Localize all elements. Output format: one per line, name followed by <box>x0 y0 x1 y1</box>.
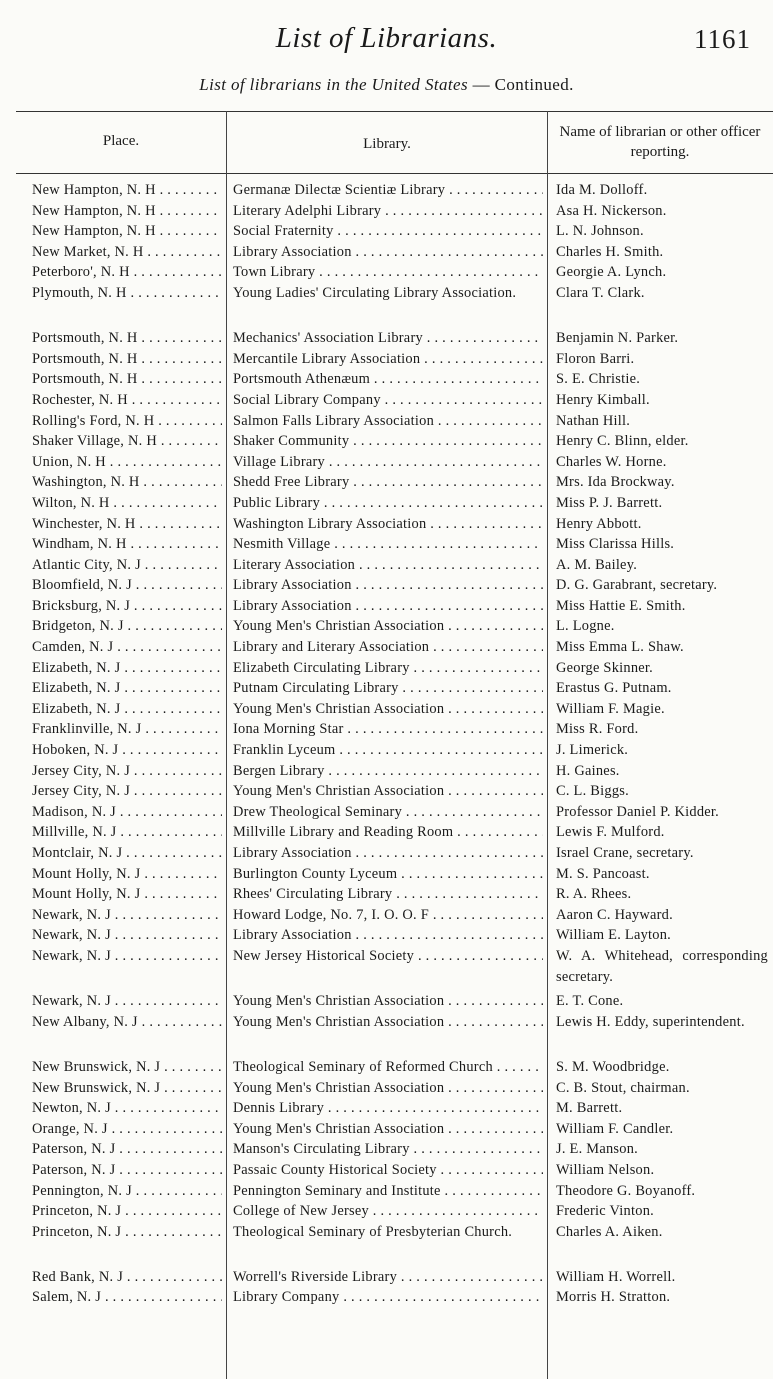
library-cell: Theological Seminary of Presbyterian Church. <box>233 1223 513 1240</box>
library-cell: Howard Lodge, No. 7, I. O. O. F . . . <box>233 905 543 926</box>
library-cell: Young Ladies' Circulating Library Association. <box>233 284 517 301</box>
table-row <box>0 1119 773 1140</box>
library-cell: Library Association . . . <box>233 575 543 596</box>
place-cell: Bricksburg, N. J . . . <box>32 596 222 617</box>
place-cell: New Hampton, N. H . . . <box>32 180 222 201</box>
place-cell: New Market, N. H . . . <box>32 242 222 263</box>
librarian-name-cell: William Nelson. <box>556 1161 655 1178</box>
table-row <box>0 946 773 987</box>
librarian-name-cell: Miss Emma L. Shaw. <box>556 639 684 656</box>
library-cell: Theological Seminary of Reformed Church . . . <box>233 1057 543 1078</box>
library-cell: Portsmouth Athenæum . . . <box>233 369 543 390</box>
place-cell: Hoboken, N. J . . . <box>32 740 222 761</box>
table-row <box>0 1222 773 1263</box>
place-cell: Elizabeth, N. J . . . <box>32 678 222 699</box>
library-cell: Young Men's Christian Association . . . <box>233 699 543 720</box>
librarian-name-cell: William H. Worrell. <box>556 1268 676 1285</box>
table-row <box>0 472 773 493</box>
table-row <box>0 637 773 658</box>
running-head <box>0 22 773 62</box>
place-cell: Paterson, N. J . . . <box>32 1139 222 1160</box>
librarian-name-cell: Morris H. Stratton. <box>556 1289 671 1306</box>
caption-continued: — Continued. <box>467 75 574 94</box>
place-cell: Newark, N. J . . . <box>32 991 222 1012</box>
place-cell: Washington, N. H . . . <box>32 472 222 493</box>
library-cell: Mechanics' Association Library . . . <box>233 328 543 349</box>
place-cell: Winchester, N. H . . . <box>32 514 222 535</box>
table-row <box>0 1160 773 1181</box>
library-cell: Mercantile Library Association . . . <box>233 349 543 370</box>
library-cell: Franklin Lyceum . . . <box>233 740 543 761</box>
place-cell: Plymouth, N. H . . . <box>32 283 222 304</box>
place-cell: Shaker Village, N. H . . . <box>32 431 222 452</box>
place-cell: Millville, N. J . . . <box>32 822 222 843</box>
header-bottom-rule <box>16 173 773 174</box>
librarian-name-cell: C. B. Stout, chairman. <box>556 1079 690 1096</box>
librarian-name-cell: Henry Kimball. <box>556 391 650 408</box>
library-cell: Library Association . . . <box>233 843 543 864</box>
place-cell: Peterboro', N. H . . . <box>32 262 222 283</box>
table-row <box>0 555 773 576</box>
librarian-name-cell: Clara T. Clark. <box>556 284 645 301</box>
table-row <box>0 1057 773 1078</box>
table-row <box>0 411 773 432</box>
library-cell: Putnam Circulating Library . . . <box>233 678 543 699</box>
place-cell: Camden, N. J . . . <box>32 637 222 658</box>
table-row <box>0 699 773 720</box>
library-cell: Bergen Library . . . <box>233 761 543 782</box>
library-cell: Washington Library Association . . . <box>233 514 543 535</box>
place-cell: Elizabeth, N. J . . . <box>32 699 222 720</box>
table-row <box>0 740 773 761</box>
library-cell: Millville Library and Reading Room . . . <box>233 822 543 843</box>
place-cell: New Hampton, N. H . . . <box>32 221 222 242</box>
table-row <box>0 369 773 390</box>
column-header-name: Name of librarian or other officer reporting. <box>559 124 761 160</box>
table-row <box>0 1181 773 1202</box>
library-cell: Rhees' Circulating Library . . . <box>233 884 543 905</box>
place-cell: Montclair, N. J . . . <box>32 843 222 864</box>
table-row <box>0 596 773 617</box>
librarian-name-cell: L. N. Johnson. <box>556 223 644 240</box>
librarian-name-cell: A. M. Bailey. <box>556 556 638 573</box>
table-row <box>0 1012 773 1053</box>
table-row <box>0 221 773 242</box>
librarian-name-cell: Floron Barri. <box>556 350 635 367</box>
librarian-name-cell: Aaron C. Hayward. <box>556 906 673 923</box>
librarian-name-cell: Miss Hattie E. Smith. <box>556 597 686 614</box>
librarian-name-cell: C. L. Biggs. <box>556 783 629 800</box>
place-cell: Bloomfield, N. J . . . <box>32 575 222 596</box>
library-cell: Young Men's Christian Association . . . <box>233 1012 543 1033</box>
library-cell: Drew Theological Seminary . . . <box>233 802 543 823</box>
place-cell: Orange, N. J . . . <box>32 1119 222 1140</box>
librarian-name-cell: H. Gaines. <box>556 762 620 779</box>
librarian-name-cell: Miss R. Ford. <box>556 721 639 738</box>
place-cell: Wilton, N. H . . . <box>32 493 222 514</box>
librarian-name-cell: Miss Clarissa Hills. <box>556 536 675 553</box>
place-cell: Union, N. H . . . <box>32 452 222 473</box>
place-cell: Paterson, N. J . . . <box>32 1160 222 1181</box>
library-cell: Literary Adelphi Library . . . <box>233 201 543 222</box>
library-cell: New Jersey Historical Society . . . <box>233 946 543 967</box>
librarian-name-cell: Erastus G. Putnam. <box>556 680 672 697</box>
table-row <box>0 802 773 823</box>
library-cell: Young Men's Christian Association . . . <box>233 781 543 802</box>
table-row <box>0 180 773 201</box>
place-cell: Newark, N. J . . . <box>32 925 222 946</box>
table-row <box>0 822 773 843</box>
library-cell: Social Library Company . . . <box>233 390 543 411</box>
place-cell: Newton, N. J . . . <box>32 1098 222 1119</box>
place-cell: Mount Holly, N. J . . . <box>32 884 222 905</box>
place-cell: New Albany, N. J . . . <box>32 1012 222 1033</box>
librarian-name-cell: Frederic Vinton. <box>556 1203 654 1220</box>
page-title: List of Librarians. <box>275 22 498 54</box>
library-cell: Library Association . . . <box>233 925 543 946</box>
table-row <box>0 1078 773 1099</box>
table-row <box>0 534 773 555</box>
librarian-name-cell: S. E. Christie. <box>556 371 641 388</box>
library-cell: Germanæ Dilectæ Scientiæ Library . . . <box>233 180 543 201</box>
librarian-name-cell: Asa H. Nickerson. <box>556 202 667 219</box>
librarian-table-body <box>0 180 773 1308</box>
table-row <box>0 905 773 926</box>
place-cell: Atlantic City, N. J . . . <box>32 555 222 576</box>
table-row <box>0 658 773 679</box>
librarian-name-cell: George Skinner. <box>556 659 654 676</box>
library-cell: Salmon Falls Library Association . . . <box>233 411 543 432</box>
table-row <box>0 575 773 596</box>
table-row <box>0 431 773 452</box>
table-row <box>0 1267 773 1288</box>
librarian-name-cell: W. A. Whitehead, corresponding secretary. <box>556 947 768 985</box>
place-cell: Red Bank, N. J . . . <box>32 1267 222 1288</box>
librarian-name-cell: E. T. Cone. <box>556 993 624 1010</box>
place-cell: Franklinville, N. J . . . <box>32 719 222 740</box>
librarian-name-cell: Professor Daniel P. Kidder. <box>556 803 720 820</box>
librarian-name-cell: J. E. Manson. <box>556 1141 638 1158</box>
table-row <box>0 616 773 637</box>
table-row <box>0 514 773 535</box>
table-row <box>0 262 773 283</box>
librarian-name-cell: William E. Layton. <box>556 927 672 944</box>
place-cell: Jersey City, N. J . . . <box>32 761 222 782</box>
librarian-name-cell: Charles H. Smith. <box>556 243 664 260</box>
library-cell: Manson's Circulating Library . . . <box>233 1139 543 1160</box>
library-cell: Young Men's Christian Association . . . <box>233 1119 543 1140</box>
library-cell: Public Library . . . <box>233 493 543 514</box>
table-row <box>0 678 773 699</box>
librarian-name-cell: Nathan Hill. <box>556 412 631 429</box>
table-row <box>0 719 773 740</box>
library-cell: Social Fraternity . . . <box>233 221 543 242</box>
library-cell: Pennington Seminary and Institute . . . <box>233 1181 543 1202</box>
place-cell: Princeton, N. J . . . <box>32 1201 222 1222</box>
librarian-name-cell: Charles W. Horne. <box>556 453 667 470</box>
place-cell: New Hampton, N. H . . . <box>32 201 222 222</box>
library-cell: College of New Jersey . . . <box>233 1201 543 1222</box>
library-cell: Shaker Community . . . <box>233 431 543 452</box>
librarian-name-cell: Georgie A. Lynch. <box>556 264 667 281</box>
librarian-name-cell: Henry Abbott. <box>556 515 642 532</box>
table-row <box>0 283 773 324</box>
librarian-name-cell: J. Limerick. <box>556 742 629 759</box>
page-number: 1161 <box>694 24 751 54</box>
librarian-name-cell: M. Barrett. <box>556 1100 623 1117</box>
library-cell: Library and Literary Association . . . <box>233 637 543 658</box>
library-cell: Worrell's Riverside Library . . . <box>233 1267 543 1288</box>
table-top-rule <box>16 111 773 112</box>
table-row <box>0 328 773 349</box>
table-row <box>0 493 773 514</box>
library-cell: Passaic County Historical Society . . . <box>233 1160 543 1181</box>
place-cell: Bridgeton, N. J . . . <box>32 616 222 637</box>
table-row <box>0 864 773 885</box>
librarian-name-cell: Mrs. Ida Brockway. <box>556 474 675 491</box>
library-cell: Village Library . . . <box>233 452 543 473</box>
table-row <box>0 761 773 782</box>
librarian-name-cell: Henry C. Blinn, elder. <box>556 433 689 450</box>
librarian-name-cell: D. G. Garabrant, secretary. <box>556 577 718 594</box>
table-row <box>0 1139 773 1160</box>
librarian-name-cell: William F. Candler. <box>556 1120 674 1137</box>
library-cell: Dennis Library . . . <box>233 1098 543 1119</box>
column-header-place: Place. <box>102 133 140 149</box>
library-cell: Young Men's Christian Association . . . <box>233 1078 543 1099</box>
library-cell: Burlington County Lyceum . . . <box>233 864 543 885</box>
place-cell: Jersey City, N. J . . . <box>32 781 222 802</box>
library-cell: Iona Morning Star . . . <box>233 719 543 740</box>
librarian-name-cell: William F. Magie. <box>556 700 665 717</box>
library-cell: Young Men's Christian Association . . . <box>233 991 543 1012</box>
table-row <box>0 390 773 411</box>
table-row <box>0 1201 773 1222</box>
librarian-name-cell: Ida M. Dolloff. <box>556 182 648 198</box>
place-cell: New Brunswick, N. J . . . <box>32 1057 222 1078</box>
librarian-name-cell: S. M. Woodbridge. <box>556 1058 670 1075</box>
place-cell: New Brunswick, N. J . . . <box>32 1078 222 1099</box>
library-cell: Library Company . . . <box>233 1287 543 1308</box>
place-cell: Portsmouth, N. H . . . <box>32 349 222 370</box>
table-row <box>0 1287 773 1308</box>
place-cell: Portsmouth, N. H . . . <box>32 369 222 390</box>
place-cell: Princeton, N. J . . . <box>32 1222 222 1243</box>
librarian-name-cell: R. A. Rhees. <box>556 886 632 903</box>
place-cell: Mount Holly, N. J . . . <box>32 864 222 885</box>
librarian-name-cell: M. S. Pancoast. <box>556 865 650 882</box>
table-row <box>0 1098 773 1119</box>
library-cell: Nesmith Village . . . <box>233 534 543 555</box>
library-cell: Literary Association . . . <box>233 555 543 576</box>
table-row <box>0 242 773 263</box>
library-cell: Library Association . . . <box>233 242 543 263</box>
column-header-library: Library. <box>363 136 411 152</box>
librarian-name-cell: Miss P. J. Barrett. <box>556 494 663 511</box>
librarian-name-cell: Benjamin N. Parker. <box>556 330 679 347</box>
librarian-name-cell: Charles A. Aiken. <box>556 1223 663 1240</box>
librarian-name-cell: Lewis H. Eddy, superintendent. <box>556 1013 745 1030</box>
table-row <box>0 349 773 370</box>
place-cell: Pennington, N. J . . . <box>32 1181 222 1202</box>
table-row <box>0 991 773 1012</box>
table-row <box>0 781 773 802</box>
librarian-name-cell: L. Logne. <box>556 618 615 635</box>
place-cell: Madison, N. J . . . <box>32 802 222 823</box>
table-row <box>0 201 773 222</box>
table-row <box>0 843 773 864</box>
place-cell: Newark, N. J . . . <box>32 946 222 967</box>
library-cell: Young Men's Christian Association . . . <box>233 616 543 637</box>
table-caption <box>0 75 773 95</box>
table-row <box>0 452 773 473</box>
library-cell: Town Library . . . <box>233 262 543 283</box>
library-cell: Elizabeth Circulating Library . . . <box>233 658 543 679</box>
place-cell: Rochester, N. H . . . <box>32 390 222 411</box>
library-cell: Shedd Free Library . . . <box>233 472 543 493</box>
caption-italic: List of librarians in the United States <box>199 75 468 94</box>
place-cell: Elizabeth, N. J . . . <box>32 658 222 679</box>
place-cell: Portsmouth, N. H . . . <box>32 328 222 349</box>
table-row <box>0 884 773 905</box>
librarian-name-cell: Lewis F. Mulford. <box>556 824 665 841</box>
librarian-name-cell: Israel Crane, secretary. <box>556 845 694 861</box>
library-cell: Library Association . . . <box>233 596 543 617</box>
librarian-name-cell: Theodore G. Boyanoff. <box>556 1182 696 1199</box>
table-row <box>0 925 773 946</box>
place-cell: Salem, N. J . . . <box>32 1287 222 1308</box>
place-cell: Windham, N. H . . . <box>32 534 222 555</box>
place-cell: Rolling's Ford, N. H . . . <box>32 411 222 432</box>
place-cell: Newark, N. J . . . <box>32 905 222 926</box>
